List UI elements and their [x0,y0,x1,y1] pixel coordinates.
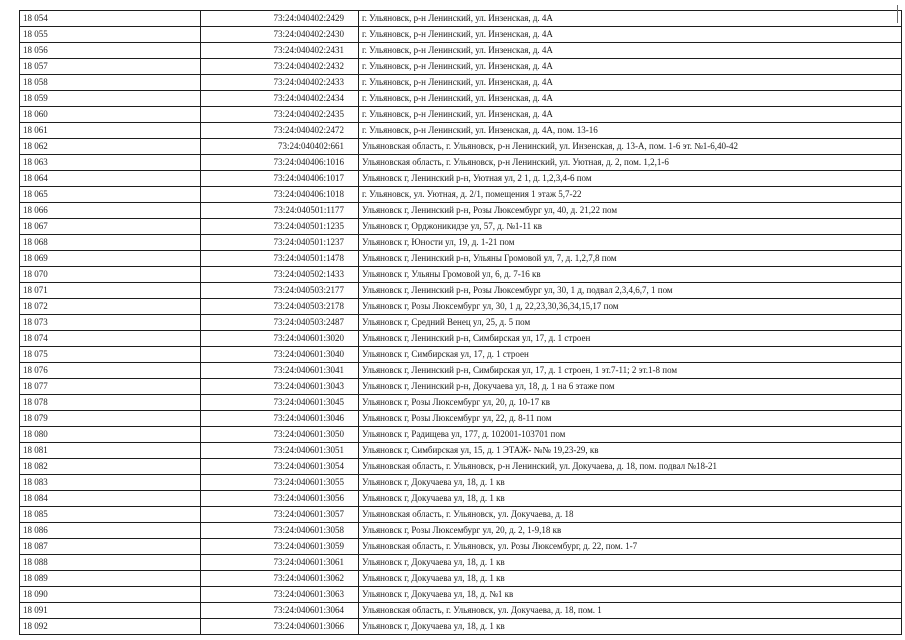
table-row [20,459,902,475]
table-row [20,27,902,43]
registry-sheet [19,10,901,631]
address: Ульяновск г, Розы Люксембург ул, 20, д. 2, 1-9,18 кв [359,523,902,539]
row-number: 18 085 [20,507,201,523]
cadastral-number: 73:24:040402:2434 [201,91,359,107]
table-row [20,139,902,155]
address: Ульяновск г, Докучаева ул, 18, д. 1 кв [359,619,902,635]
row-number: 18 069 [20,251,201,267]
address: Ульяновск г, Докучаева ул, 18, д. 1 кв [359,571,902,587]
cadastral-number: 73:24:040402:2431 [201,43,359,59]
table-row [20,411,902,427]
address: г. Ульяновск, р-н Ленинский, ул. Инзенская, д. 4А [359,27,902,43]
address: Ульяновск г, Докучаева ул, 18, д. 1 кв [359,475,902,491]
cadastral-number: 73:24:040402:2430 [201,27,359,43]
row-number: 18 054 [20,11,201,27]
cadastral-number: 73:24:040402:2472 [201,123,359,139]
address: Ульяновская область, г. Ульяновск, р-н Ленинский, ул. Докучаева, д. 18, пом. подвал №18-21 [359,459,902,475]
cadastral-number: 73:24:040601:3050 [201,427,359,443]
cadastral-number: 73:24:040601:3041 [201,363,359,379]
row-number: 18 086 [20,523,201,539]
row-number: 18 067 [20,219,201,235]
address: Ульяновск г, Докучаева ул, 18, д. 1 кв [359,555,902,571]
row-number: 18 090 [20,587,201,603]
row-number: 18 071 [20,283,201,299]
table-row [20,107,902,123]
cadastral-number: 73:24:040601:3059 [201,539,359,555]
cadastral-number: 73:24:040406:1018 [201,187,359,203]
cadastral-number: 73:24:040406:1017 [201,171,359,187]
table-row [20,539,902,555]
cadastral-number: 73:24:040402:2435 [201,107,359,123]
table-row [20,155,902,171]
table-row [20,123,902,139]
table-row [20,11,902,27]
address: Ульяновск г, Ленинский р-н, Симбирская ул, 17, д. 1 строен, 1 эт.7-11; 2 эт.1-8 пом [359,363,902,379]
cadastral-number: 73:24:040601:3057 [201,507,359,523]
cadastral-number: 73:24:040501:1235 [201,219,359,235]
cadastral-number: 73:24:040501:1237 [201,235,359,251]
address: Ульяновск г, Розы Люксембург ул, 30, 1 д, 22,23,30,36,34,15,17 пом [359,299,902,315]
address: Ульяновск г, Юности ул, 19, д. 1-21 пом [359,235,902,251]
table-row [20,203,902,219]
table-row [20,587,902,603]
row-number: 18 068 [20,235,201,251]
table-row [20,171,902,187]
address: г. Ульяновск, р-н Ленинский, ул. Инзенская, д. 4А [359,75,902,91]
cadastral-number: 73:24:040601:3055 [201,475,359,491]
table-row [20,475,902,491]
table-row [20,571,902,587]
row-number: 18 092 [20,619,201,635]
row-number: 18 073 [20,315,201,331]
cadastral-number: 73:24:040503:2487 [201,315,359,331]
row-number: 18 066 [20,203,201,219]
table-row [20,43,902,59]
table-row [20,267,902,283]
cadastral-number: 73:24:040601:3064 [201,603,359,619]
cadastral-number: 73:24:040601:3056 [201,491,359,507]
table-row [20,347,902,363]
row-number: 18 082 [20,459,201,475]
table-row [20,283,902,299]
address: г. Ульяновск, р-н Ленинский, ул. Инзенская, д. 4А [359,43,902,59]
address: Ульяновск г, Ленинский р-н, Симбирская ул, 17, д. 1 строен [359,331,902,347]
table-row [20,523,902,539]
address: Ульяновск г, Средний Венец ул, 25, д. 5 пом [359,315,902,331]
row-number: 18 081 [20,443,201,459]
table-row [20,91,902,107]
table-row [20,219,902,235]
address: Ульяновск г, Докучаева ул, 18, д. 1 кв [359,491,902,507]
table-row [20,491,902,507]
table-row [20,331,902,347]
row-number: 18 061 [20,123,201,139]
row-number: 18 077 [20,379,201,395]
row-number: 18 070 [20,267,201,283]
address: г. Ульяновск, ул. Уютная, д. 2/1, помещения 1 этаж 5,7-22 [359,187,902,203]
table-row [20,235,902,251]
cadastral-number: 73:24:040601:3045 [201,395,359,411]
row-number: 18 063 [20,155,201,171]
table-row [20,75,902,91]
table-row [20,379,902,395]
row-number: 18 076 [20,363,201,379]
address: Ульяновская область, г. Ульяновск, р-н Ленинский, ул. Уютная, д. 2, пом. 1,2,1-6 [359,155,902,171]
row-number: 18 072 [20,299,201,315]
table-row [20,363,902,379]
address: г. Ульяновск, р-н Ленинский, ул. Инзенская, д. 4А [359,11,902,27]
table-row [20,427,902,443]
cadastral-number: 73:24:040503:2177 [201,283,359,299]
cadastral-number: 73:24:040406:1016 [201,155,359,171]
row-number: 18 059 [20,91,201,107]
table-row [20,603,902,619]
cadastral-number: 73:24:040601:3020 [201,331,359,347]
row-number: 18 055 [20,27,201,43]
registry-table [19,10,902,635]
row-number: 18 065 [20,187,201,203]
row-number: 18 062 [20,139,201,155]
cadastral-number: 73:24:040402:2429 [201,11,359,27]
cadastral-number: 73:24:040601:3058 [201,523,359,539]
table-row [20,59,902,75]
cadastral-number: 73:24:040601:3054 [201,459,359,475]
cadastral-number: 73:24:040601:3051 [201,443,359,459]
row-number: 18 080 [20,427,201,443]
address: Ульяновск г, Орджоникидзе ул, 57, д. №1-11 кв [359,219,902,235]
row-number: 18 089 [20,571,201,587]
cadastral-number: 73:24:040402:2432 [201,59,359,75]
table-row [20,299,902,315]
row-number: 18 088 [20,555,201,571]
address: г. Ульяновск, р-н Ленинский, ул. Инзенская, д. 4А [359,91,902,107]
address: Ульяновск г, Ленинский р-н, Ульяны Громовой ул, 7, д. 1,2,7,8 пом [359,251,902,267]
address: Ульяновская область, г. Ульяновск, ул. Докучаева, д. 18, пом. 1 [359,603,902,619]
address: Ульяновск г, Симбирская ул, 15, д. 1 ЭТАЖ- №№ 19,23-29, кв [359,443,902,459]
address: Ульяновск г, Докучаева ул, 18, д. №1 кв [359,587,902,603]
cadastral-number: 73:24:040601:3040 [201,347,359,363]
address: г. Ульяновск, р-н Ленинский, ул. Инзенская, д. 4А, пом. 13-16 [359,123,902,139]
address: Ульяновская область, г. Ульяновск, ул. Докучаева, д. 18 [359,507,902,523]
table-row [20,555,902,571]
cadastral-number: 73:24:040601:3066 [201,619,359,635]
row-number: 18 057 [20,59,201,75]
address: Ульяновск г, Симбирская ул, 17, д. 1 строен [359,347,902,363]
address: г. Ульяновск, р-н Ленинский, ул. Инзенская, д. 4А [359,59,902,75]
table-row [20,443,902,459]
row-number: 18 064 [20,171,201,187]
address: Ульяновская область, г. Ульяновск, ул. Розы Люксембург, д. 22, пом. 1-7 [359,539,902,555]
address: Ульяновск г, Радищева ул, 177, д. 102001-103701 пом [359,427,902,443]
row-number: 18 087 [20,539,201,555]
row-number: 18 058 [20,75,201,91]
cadastral-number: 73:24:040402:661 [201,139,359,155]
row-number: 18 079 [20,411,201,427]
address: Ульяновск г, Ленинский р-н, Уютная ул, 2 1, д. 1,2,3,4-6 пом [359,171,902,187]
cadastral-number: 73:24:040501:1478 [201,251,359,267]
address: г. Ульяновск, р-н Ленинский, ул. Инзенская, д. 4А [359,107,902,123]
row-number: 18 078 [20,395,201,411]
address: Ульяновск г, Ульяны Громовой ул, 6, д. 7-16 кв [359,267,902,283]
address: Ульяновск г, Ленинский р-н, Докучаева ул, 18, д. 1 на 6 этаже пом [359,379,902,395]
address: Ульяновск г, Ленинский р-н, Розы Люксембург ул, 30, 1 д, подвал 2,3,4,6,7, 1 пом [359,283,902,299]
table-row [20,619,902,635]
cadastral-number: 73:24:040601:3062 [201,571,359,587]
table-row [20,315,902,331]
row-number: 18 074 [20,331,201,347]
address: Ульяновская область, г. Ульяновск, р-н Ленинский, ул. Инзенская, д. 13-А, пом. 1-6 эт. №1-6,40-42 [359,139,902,155]
cadastral-number: 73:24:040601:3046 [201,411,359,427]
row-number: 18 056 [20,43,201,59]
table-row [20,507,902,523]
address: Ульяновск г, Розы Люксембург ул, 22, д. 8-11 пом [359,411,902,427]
cadastral-number: 73:24:040601:3063 [201,587,359,603]
table-row [20,187,902,203]
cadastral-number: 73:24:040601:3043 [201,379,359,395]
cadastral-number: 73:24:040503:2178 [201,299,359,315]
address: Ульяновск г, Розы Люксембург ул, 20, д. 10-17 кв [359,395,902,411]
row-number: 18 075 [20,347,201,363]
row-number: 18 083 [20,475,201,491]
cadastral-number: 73:24:040601:3061 [201,555,359,571]
address: Ульяновск г, Ленинский р-н, Розы Люксембург ул, 40, д. 21,22 пом [359,203,902,219]
row-number: 18 091 [20,603,201,619]
page-edge-mark [897,5,898,23]
table-row [20,395,902,411]
row-number: 18 060 [20,107,201,123]
row-number: 18 084 [20,491,201,507]
cadastral-number: 73:24:040501:1177 [201,203,359,219]
cadastral-number: 73:24:040502:1433 [201,267,359,283]
registry-rows [20,11,902,635]
cadastral-number: 73:24:040402:2433 [201,75,359,91]
table-row [20,251,902,267]
